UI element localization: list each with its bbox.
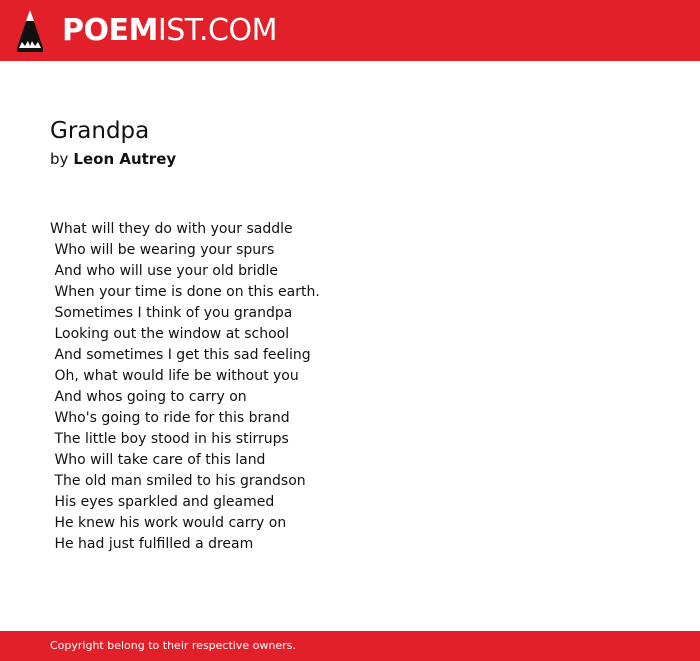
poem-line: Looking out the window at school xyxy=(50,326,290,342)
site-header xyxy=(0,0,700,61)
logo-text-bold: POEM xyxy=(62,13,158,48)
poem-line: Who will take care of this land xyxy=(50,452,266,468)
poem-title: Grandpa xyxy=(50,118,150,144)
poem-line: And whos going to carry on xyxy=(50,389,247,405)
logo-text-light: IST.COM xyxy=(157,13,277,48)
poem-line: He knew his work would carry on xyxy=(50,515,287,531)
pencil-tip-icon[interactable] xyxy=(17,10,43,52)
copyright-text: Copyright belong to their respective owners. xyxy=(50,639,296,652)
poem-line: The little boy stood in his stirrups xyxy=(50,431,289,447)
byline xyxy=(50,148,176,170)
poem-line: He had just fulfilled a dream xyxy=(50,536,254,552)
poem-line: Oh, what would life be without you xyxy=(50,368,299,384)
poem-body xyxy=(50,219,650,555)
site-logo[interactable] xyxy=(62,11,277,51)
poem-line: His eyes sparkled and gleamed xyxy=(50,494,275,510)
poem-line: Who's going to ride for this brand xyxy=(50,410,290,426)
by-label: by xyxy=(50,150,69,168)
poem-line: When your time is done on this earth. xyxy=(50,284,320,300)
poem-line: And who will use your old bridle xyxy=(50,263,279,279)
poem-line: Sometimes I think of you grandpa xyxy=(50,305,293,321)
site-footer xyxy=(0,631,700,661)
author-name: Leon Autrey xyxy=(73,150,177,168)
poem-line: The old man smiled to his grandson xyxy=(50,473,306,489)
poem-line: What will they do with your saddle xyxy=(50,221,293,237)
poem-line: Who will be wearing your spurs xyxy=(50,242,275,258)
poem-line: And sometimes I get this sad feeling xyxy=(50,347,311,363)
